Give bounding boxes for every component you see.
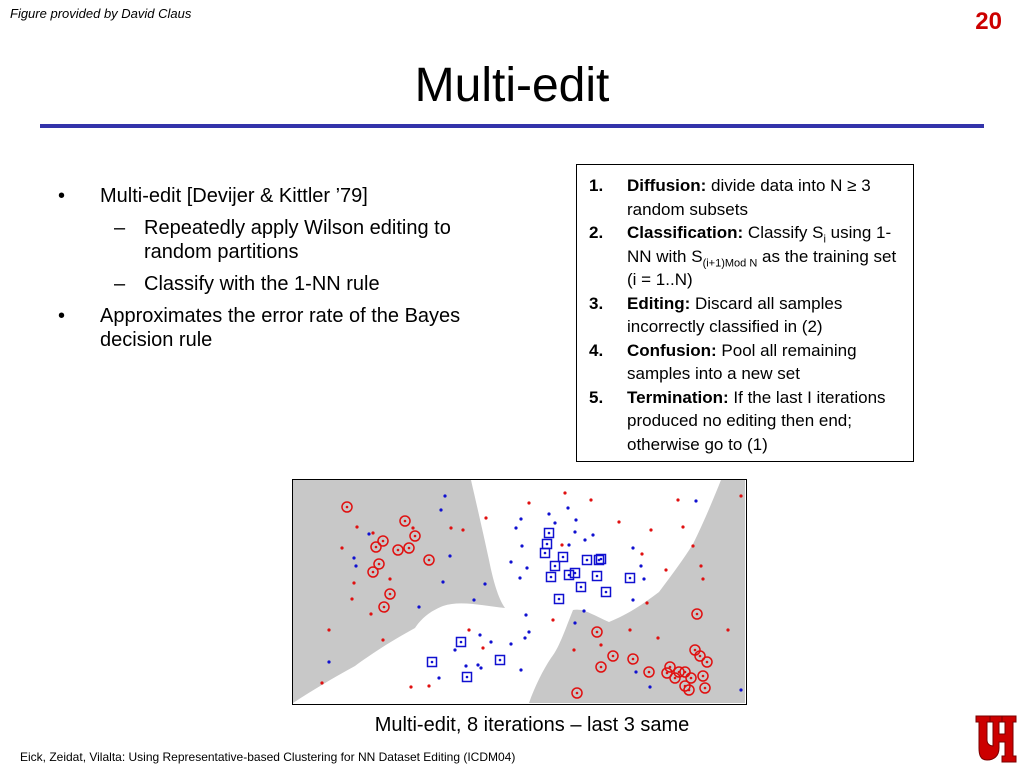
scatter-plot — [293, 480, 745, 703]
data-point — [350, 597, 353, 600]
step-number: 3. — [589, 293, 604, 313]
edited-prototype-square — [496, 656, 505, 665]
step-number: 2. — [589, 223, 604, 242]
data-point — [352, 556, 355, 559]
data-point — [478, 633, 481, 636]
edited-prototype-square — [428, 658, 437, 667]
data-point — [656, 636, 659, 639]
data-point — [676, 498, 679, 501]
sub-bullet-item — [58, 272, 498, 296]
data-point — [573, 621, 576, 624]
data-point — [583, 538, 586, 541]
data-point — [355, 525, 358, 528]
data-point — [628, 628, 631, 631]
data-point — [417, 605, 420, 608]
step-number: 4. — [589, 340, 604, 360]
data-point — [648, 685, 651, 688]
data-point — [481, 646, 484, 649]
data-point — [453, 648, 456, 651]
data-point — [523, 636, 526, 639]
data-point — [439, 508, 442, 511]
data-point — [409, 685, 412, 688]
data-point — [509, 642, 512, 645]
sub-bullet-text: Classify with the 1-NN rule — [144, 273, 380, 295]
data-point — [437, 676, 440, 679]
edited-prototype-square — [463, 673, 472, 682]
data-point — [443, 494, 446, 497]
data-point — [520, 544, 523, 547]
data-point — [381, 638, 384, 641]
title-underline — [40, 124, 984, 128]
data-point — [664, 568, 667, 571]
step-label: Confusion: — [627, 340, 717, 360]
logo-shape — [976, 716, 1016, 762]
step-text: using 1-NN with S — [627, 223, 892, 266]
bullet-item — [58, 184, 498, 208]
data-point — [634, 670, 637, 673]
data-point — [519, 668, 522, 671]
data-point — [563, 491, 566, 494]
step-label: Editing: — [627, 293, 691, 313]
data-point — [640, 552, 643, 555]
sub-bullet-item — [58, 216, 498, 264]
data-point — [642, 577, 645, 580]
edited-prototype-square — [559, 553, 568, 562]
data-point — [553, 521, 556, 524]
data-point — [367, 532, 370, 535]
data-point — [560, 543, 563, 546]
data-point — [327, 660, 330, 663]
subscript: (i+1)Mod N — [702, 256, 758, 269]
data-point — [551, 618, 554, 621]
bullet-marker: • — [58, 305, 66, 327]
data-point — [645, 601, 648, 604]
bullet-item — [58, 304, 498, 352]
edited-prototype-square — [543, 540, 552, 549]
data-point — [631, 546, 634, 549]
data-point — [567, 543, 570, 546]
step-text: as the training set (i = 1..N) — [627, 246, 897, 289]
bullet-text: Multi-edit [Devijer & Kittler ’79] — [100, 185, 368, 207]
subscript: i — [823, 233, 826, 246]
data-point — [441, 580, 444, 583]
data-point — [699, 564, 702, 567]
data-point — [369, 612, 372, 615]
data-point — [464, 664, 467, 667]
edited-prototype-square — [551, 562, 560, 571]
step-termination — [589, 386, 903, 457]
data-point — [527, 630, 530, 633]
data-point — [467, 628, 470, 631]
data-point — [649, 528, 652, 531]
data-point — [448, 554, 451, 557]
data-point — [631, 598, 634, 601]
data-point — [582, 609, 585, 612]
data-point — [484, 516, 487, 519]
figure-caption: Multi-edit, 8 iterations – last 3 same — [374, 714, 690, 736]
dash-marker: – — [114, 217, 126, 239]
step-classification — [589, 221, 903, 292]
dash-marker: – — [114, 273, 126, 295]
data-point — [591, 533, 594, 536]
edited-prototype-square — [602, 588, 611, 597]
slide-number: 20 — [975, 8, 1002, 35]
edited-prototype-square — [457, 638, 466, 647]
edited-prototype-square — [593, 572, 602, 581]
data-point — [589, 498, 592, 501]
data-point — [371, 531, 374, 534]
step-text: Classify S — [743, 223, 824, 242]
edited-prototype-square — [577, 583, 586, 592]
data-point — [701, 577, 704, 580]
data-point — [518, 576, 521, 579]
step-diffusion — [589, 174, 903, 221]
step-editing — [589, 292, 903, 339]
data-point — [509, 560, 512, 563]
bullet-list — [58, 184, 498, 360]
data-point — [483, 582, 486, 585]
data-point — [472, 598, 475, 601]
data-point — [479, 666, 482, 669]
data-point — [681, 525, 684, 528]
data-point — [726, 628, 729, 631]
data-point — [617, 520, 620, 523]
data-point — [524, 613, 527, 616]
bullet-marker: • — [58, 185, 66, 207]
data-point — [461, 528, 464, 531]
edited-prototype-square — [583, 556, 592, 565]
data-point — [352, 581, 355, 584]
data-point — [476, 663, 479, 666]
step-text: Discard all samples incorrectly classified in (2) — [627, 293, 843, 336]
gray-region-right — [529, 480, 745, 703]
data-point — [354, 564, 357, 567]
step-confusion — [589, 339, 903, 386]
edited-prototype-square — [545, 529, 554, 538]
data-point — [572, 648, 575, 651]
sub-bullet-text: Repeatedly apply Wilson editing to random partitions — [144, 217, 451, 263]
edited-prototype-square — [547, 573, 556, 582]
gray-region-left — [293, 480, 505, 703]
data-point — [519, 517, 522, 520]
step-label: Termination: — [627, 387, 729, 407]
data-point — [525, 566, 528, 569]
slide-title: Multi-edit — [414, 59, 610, 112]
step-label: Diffusion: — [627, 176, 707, 195]
data-point — [489, 640, 492, 643]
data-point — [739, 688, 742, 691]
data-point — [573, 530, 576, 533]
step-text: divide data into N ≥ 3 random subsets — [627, 176, 871, 219]
data-point — [527, 501, 530, 504]
data-point — [411, 526, 414, 529]
data-point — [599, 643, 602, 646]
data-point — [514, 526, 517, 529]
university-logo — [974, 714, 1018, 764]
data-point — [320, 681, 323, 684]
bullet-text: Approximates the error rate of the Bayes decision rule — [100, 305, 461, 351]
data-point — [449, 526, 452, 529]
data-point — [694, 499, 697, 502]
algorithm-steps-box — [576, 164, 914, 462]
figure-credit: Figure provided by David Claus — [10, 6, 192, 21]
data-point — [639, 564, 642, 567]
data-point — [574, 518, 577, 521]
step-label: Classification: — [627, 223, 744, 242]
footer-citation: Eick, Zeidat, Vilalta: Using Representative-based Clustering for NN Dataset Editing (ICDM04) — [20, 750, 516, 764]
edited-prototype-square — [626, 574, 635, 583]
data-point — [340, 546, 343, 549]
data-point — [388, 577, 391, 580]
edited-prototype-square — [541, 549, 550, 558]
multi-edit-scatter-figure — [292, 479, 747, 705]
step-number: 5. — [589, 387, 604, 407]
step-number: 1. — [589, 176, 604, 195]
step-text: Pool all remaining samples into a new set — [627, 340, 857, 383]
edited-prototype-square — [555, 595, 564, 604]
data-point — [566, 506, 569, 509]
data-point — [691, 544, 694, 547]
decision-regions — [293, 480, 745, 703]
data-point — [739, 494, 742, 497]
data-point — [327, 628, 330, 631]
data-point — [547, 512, 550, 515]
data-point — [427, 684, 430, 687]
step-text: If the last I iterations produced no editing then end; otherwise go to (1) — [627, 387, 886, 454]
